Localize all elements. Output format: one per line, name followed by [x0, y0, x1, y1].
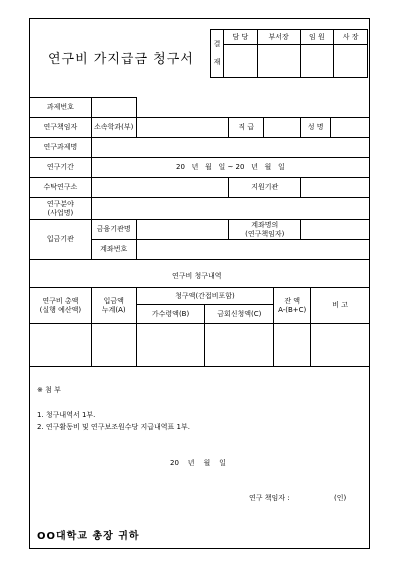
cell-total[interactable]	[30, 324, 92, 367]
col-advance: 가수령액(B)	[136, 305, 205, 324]
approval-sign-manager[interactable]	[257, 45, 300, 78]
approval-role-executive: 임 원	[300, 30, 334, 45]
col-deposit: 입금액 누계(A)	[91, 288, 136, 324]
seal-mark: (인)	[334, 494, 347, 502]
field-bank[interactable]	[136, 220, 229, 240]
cell-note[interactable]	[311, 324, 370, 367]
col-note: 비 고	[311, 288, 370, 324]
label-name: 성 명	[301, 118, 331, 138]
label-position: 직 급	[229, 118, 264, 138]
approval-side-label: 결 재	[211, 30, 224, 78]
attach-item-2: 2. 연구활동비 및 연구보조원수당 지급내역표 1부.	[37, 423, 190, 431]
field-project-name[interactable]	[91, 138, 369, 158]
approval-role-staff: 담 당	[224, 30, 258, 45]
field-field[interactable]	[91, 198, 369, 220]
field-period[interactable]: 20 년 월 일 ~ 20 년 월 일	[91, 158, 369, 178]
cell-advance[interactable]	[136, 324, 205, 367]
field-support-org[interactable]	[301, 178, 370, 198]
field-project-no[interactable]	[91, 98, 136, 118]
col-total: 연구비 총액 (실행 예산액)	[30, 288, 92, 324]
approval-sign-staff[interactable]	[224, 45, 258, 78]
document-title: 연구비 가지급금 청구서	[48, 52, 194, 67]
label-bank: 금융기관명	[91, 220, 136, 240]
col-request: 청구액(간접비포함)	[136, 288, 274, 305]
approval-sign-executive[interactable]	[300, 45, 334, 78]
col-balance: 잔 액 A-(B+C)	[274, 288, 311, 324]
field-position[interactable]	[264, 118, 301, 138]
approval-sign-president[interactable]	[334, 45, 368, 78]
cell-deposit[interactable]	[91, 324, 136, 367]
label-project-no: 과제번호	[30, 98, 92, 118]
label-contract-org: 수탁연구소	[30, 178, 92, 198]
label-researcher: 연구책임자	[30, 118, 92, 138]
field-dept[interactable]	[136, 118, 229, 138]
label-account-holder: 계좌명의 (연구책임자)	[229, 220, 301, 240]
signer-label: 연구 책임자 :	[249, 494, 290, 502]
approval-box	[210, 29, 368, 78]
field-name[interactable]	[331, 118, 370, 138]
label-support-org: 지원기관	[229, 178, 301, 198]
field-account-no[interactable]	[136, 240, 369, 260]
date-line: 20 년 월 일	[170, 459, 226, 467]
cell-balance[interactable]	[274, 324, 311, 367]
label-project-name: 연구과제명	[30, 138, 92, 158]
label-field: 연구분야 (사업명)	[30, 198, 92, 220]
attach-item-1: 1. 청구내역서 1부.	[37, 411, 96, 419]
field-contract-org[interactable]	[91, 178, 229, 198]
col-this: 금회신청액(C)	[205, 305, 274, 324]
label-period: 연구기간	[30, 158, 92, 178]
recipient: OO대학교 총장 귀하	[37, 531, 140, 542]
label-receiving: 입금기관	[30, 220, 92, 260]
claim-table	[29, 287, 370, 367]
claim-caption: 연구비 청구내역	[172, 272, 222, 280]
attach-header: ※ 첨 부	[37, 386, 61, 394]
label-account-no: 계좌번호	[91, 240, 136, 260]
cell-this[interactable]	[205, 324, 274, 367]
approval-role-manager: 부서장	[257, 30, 300, 45]
field-account-holder[interactable]	[301, 220, 370, 240]
label-dept: 소속학과(부)	[91, 118, 136, 138]
approval-role-president: 사 장	[334, 30, 368, 45]
project-info-table	[29, 97, 370, 260]
